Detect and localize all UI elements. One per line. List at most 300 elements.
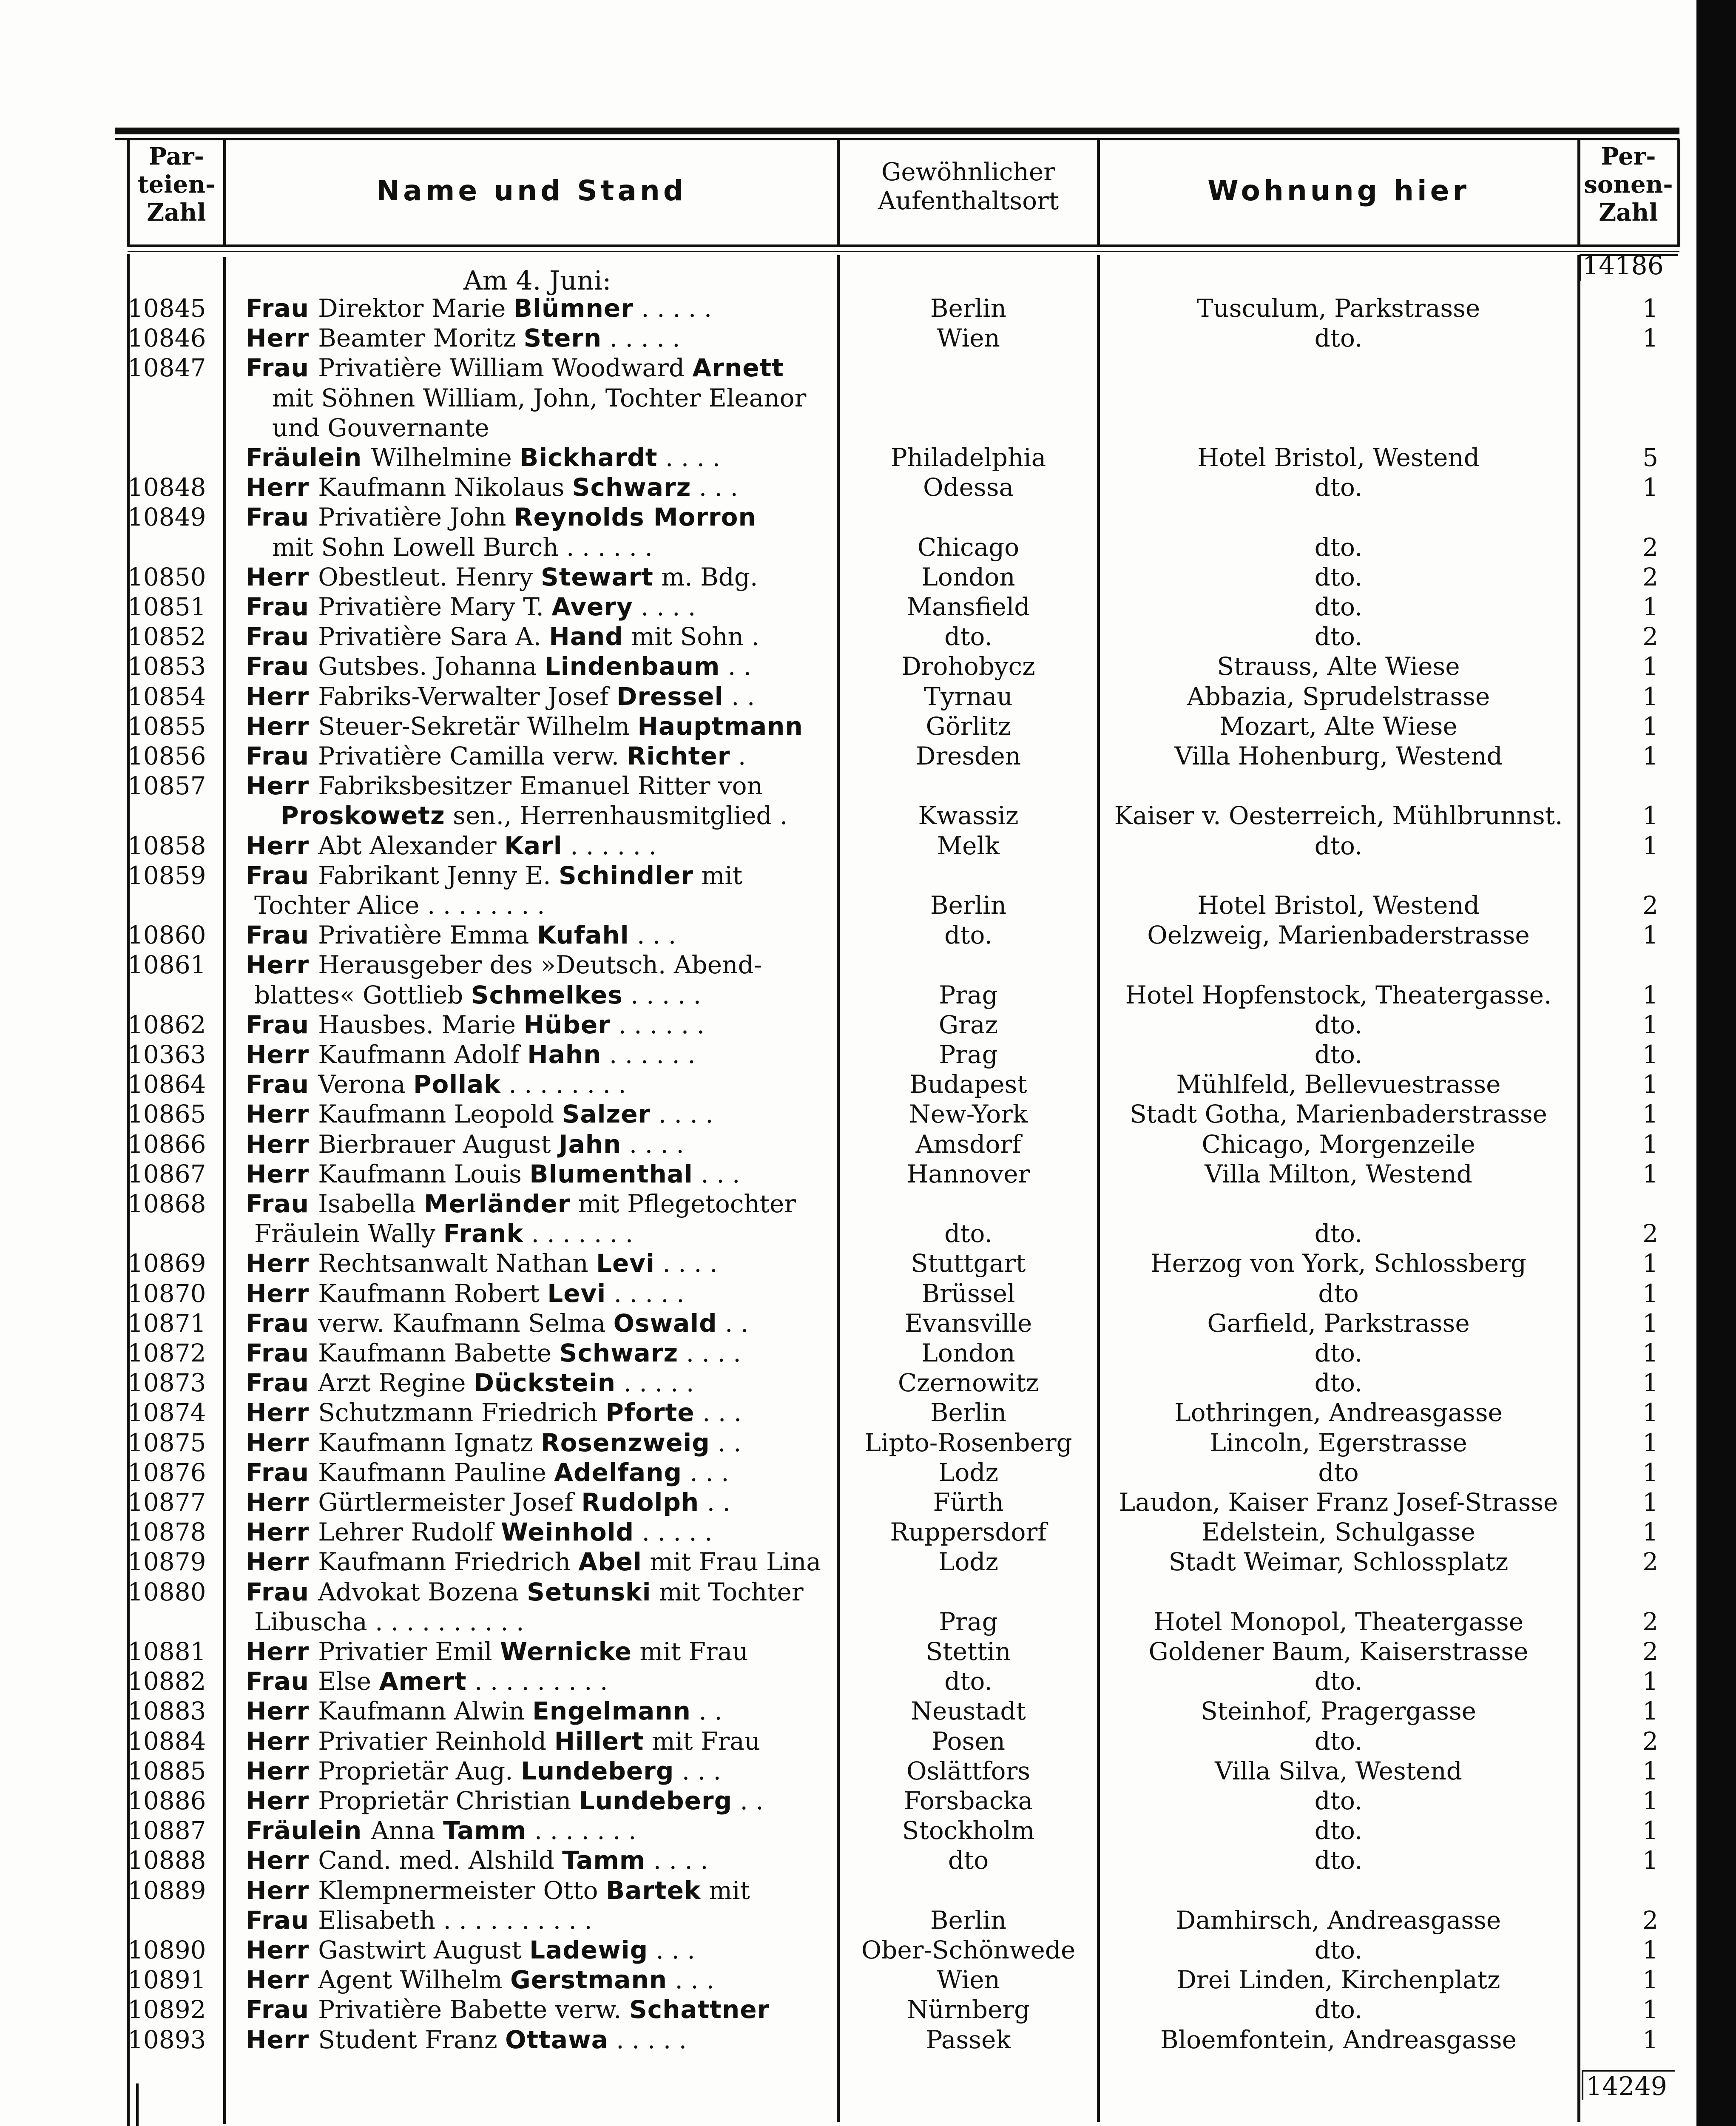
guest-description: Lehrer Rudolf [318, 1518, 501, 1547]
local-lodging: dto. [1314, 1786, 1363, 1815]
person-count: 1 [1642, 1428, 1658, 1457]
header-name-und-stand: Name und Stand [376, 174, 687, 207]
guest-title: Frau [246, 1308, 318, 1338]
local-lodging: Lincoln, Egerstrasse [1210, 1428, 1467, 1457]
guest-description: Hausbes. Marie [318, 1010, 524, 1039]
guest-surname: Gerstmann [510, 1965, 668, 1995]
guest-title: Frau [246, 1667, 318, 1696]
guest-surname: Abel [578, 1547, 642, 1577]
guest-entry [246, 771, 832, 801]
party-number: 10849 [128, 503, 206, 532]
guest-suffix: . . . [691, 473, 738, 502]
guest-suffix: . . . . . [622, 980, 702, 1009]
guest-description: Kaufmann Friedrich [318, 1547, 579, 1577]
guest-entry [246, 861, 832, 890]
guest-title: Herr [246, 1129, 318, 1159]
top-rule-thick [115, 128, 1679, 134]
local-lodging: dto [1318, 1458, 1359, 1487]
guest-description: Kaufmann Alwin [318, 1697, 533, 1726]
guest-description: Proprietär Aug. [318, 1756, 521, 1785]
person-count: 1 [1642, 1010, 1658, 1039]
guest-entry [246, 1816, 832, 1845]
guest-entry [246, 1666, 832, 1696]
person-count: 1 [1642, 1518, 1658, 1547]
guest-surname: Lundeberg [579, 1786, 733, 1815]
guest-suffix: . . . [694, 1398, 742, 1427]
guest-title: Herr [246, 1040, 318, 1069]
guest-surname: Reynolds Morron [514, 503, 756, 532]
guest-surname: Blümner [513, 294, 634, 323]
party-number: 10871 [128, 1308, 206, 1338]
party-number: 10850 [128, 562, 206, 591]
guest-entry [246, 1876, 832, 1905]
guest-suffix: . . . . . . . [526, 1816, 636, 1845]
person-count: 1 [1642, 1368, 1658, 1398]
header-personen-line3: Zahl [1599, 199, 1658, 227]
header-aufenthaltsort [840, 157, 1097, 216]
party-number: 10888 [128, 1846, 206, 1875]
local-lodging: dto. [1314, 1010, 1363, 1039]
header-bottom-rule-2 [128, 251, 1679, 252]
header-bottom-rule [128, 244, 1679, 247]
guest-title: Frau [246, 592, 318, 621]
guest-suffix: . . . . [657, 443, 720, 472]
guest-suffix: . . . . . . [562, 831, 656, 860]
person-count: 1 [1642, 1159, 1658, 1188]
header-personen-line2: sonen- [1584, 171, 1673, 199]
usual-residence: Graz [938, 1010, 998, 1039]
person-count: 1 [1642, 1129, 1658, 1159]
guest-suffix: . . . [648, 1936, 695, 1964]
usual-residence: dto. [944, 921, 992, 950]
person-count: 1 [1642, 1398, 1658, 1427]
guest-title: Herr [246, 1846, 318, 1875]
guest-description: Proprietär Christian [318, 1786, 579, 1815]
person-count: 1 [1642, 2025, 1658, 2054]
guest-entry [254, 1607, 841, 1637]
local-lodging: Hotel Bristol, Westend [1197, 891, 1480, 920]
guest-surname: Stewart [540, 562, 653, 591]
local-lodging: dto. [1314, 592, 1363, 621]
guest-suffix: . . . . [621, 1129, 684, 1159]
local-lodging: dto. [1314, 1219, 1363, 1248]
guest-description: Privatière Mary T. [318, 592, 552, 621]
guest-description: verw. Kaufmann Selma [318, 1308, 614, 1338]
guest-title: Frau [246, 742, 318, 770]
guest-surname: Amert [379, 1667, 467, 1696]
local-lodging: Bloemfontein, Andreasgasse [1160, 2025, 1517, 2054]
guest-title: Herr [246, 1756, 318, 1785]
usual-residence: Prag [939, 1607, 998, 1636]
guest-suffix: . . . [674, 1756, 721, 1785]
local-lodging: Villa Milton, Westend [1205, 1159, 1472, 1188]
header-aufenthaltsort-line1: Gewöhnlicher [881, 157, 1055, 186]
guest-entry [246, 562, 832, 592]
guest-description: Tochter Alice [254, 891, 420, 920]
guest-surname: Levi [596, 1249, 655, 1278]
guest-title: Herr [246, 2025, 318, 2054]
usual-residence: London [921, 562, 1015, 591]
party-number: 10873 [128, 1368, 206, 1398]
guest-entry [246, 1040, 832, 1069]
guest-surname: Tamm [443, 1816, 527, 1845]
usual-residence: Passek [926, 2025, 1011, 2054]
local-lodging: dto. [1314, 1040, 1363, 1069]
guest-suffix: . . . . . [616, 1368, 694, 1398]
guest-entry [246, 353, 832, 383]
guest-description: Abt Alexander [318, 831, 505, 860]
usual-residence: Brüssel [921, 1279, 1015, 1308]
party-number: 10866 [128, 1129, 206, 1159]
guest-surname: Bickhardt [520, 443, 658, 472]
guest-title: Frau [246, 1010, 318, 1039]
guest-suffix: . . . . . . . . [500, 1070, 626, 1099]
local-lodging: dto. [1314, 1368, 1363, 1398]
guest-surname: Schindler [558, 861, 693, 890]
party-number: 10884 [128, 1726, 206, 1756]
local-lodging: Goldener Baum, Kaiserstrasse [1148, 1637, 1529, 1666]
guest-description: Agent Wilhelm [318, 1965, 511, 1995]
party-number: 10845 [128, 294, 206, 323]
guest-suffix: mit Sohn . [623, 622, 759, 651]
guest-title: Herr [246, 1428, 318, 1457]
guest-title: Herr [246, 1249, 318, 1278]
bottom-left-mark [136, 2083, 139, 2126]
party-number: 10858 [128, 831, 206, 860]
guest-entry [246, 1995, 832, 2024]
party-number: 10861 [128, 950, 206, 980]
guest-surname: Jahn [559, 1129, 622, 1159]
usual-residence: Philadelphia [890, 443, 1046, 472]
guest-title: Frau [246, 652, 318, 681]
local-lodging: dto. [1314, 622, 1363, 651]
usual-residence: Neustadt [911, 1697, 1026, 1726]
guest-description: Privatier Reinhold [318, 1726, 554, 1756]
party-number: 10865 [128, 1100, 206, 1129]
guest-description: Anna [371, 1816, 443, 1845]
person-count: 2 [1642, 1547, 1658, 1577]
guest-description: Fabriksbesitzer Emanuel Ritter von [318, 771, 763, 801]
guest-surname: Rudolph [581, 1488, 699, 1517]
person-count: 1 [1642, 1816, 1658, 1845]
guest-suffix: . . . [667, 1965, 714, 1995]
guest-title: Frau [246, 1995, 318, 2024]
usual-residence: New-York [909, 1100, 1028, 1129]
guest-description: Fabriks-Verwalter Josef [318, 682, 617, 711]
guest-entry [246, 1696, 832, 1726]
guest-title: Herr [246, 1965, 318, 1995]
guest-description: Isabella [318, 1189, 424, 1218]
person-count: 1 [1642, 711, 1658, 741]
guest-suffix: . . . . . . [601, 1040, 696, 1069]
local-lodging: Villa Silva, Westend [1215, 1756, 1462, 1785]
guest-suffix: . . . . . [633, 294, 712, 323]
guest-suffix: mit Pflegetochter [570, 1189, 796, 1218]
guest-surname: Frank [443, 1219, 524, 1248]
guest-suffix: . . . . . . . . [419, 891, 545, 920]
guest-title: Frau [246, 861, 318, 890]
party-number: 10851 [128, 592, 206, 621]
party-number: 10847 [128, 353, 206, 383]
usual-residence: Prag [939, 1040, 998, 1069]
person-count: 1 [1642, 1965, 1658, 1995]
local-lodging: dto [1318, 1279, 1359, 1308]
guest-entry [246, 2025, 832, 2055]
guest-surname: Schwarz [572, 473, 691, 502]
guest-description: Kaufmann Leopold [318, 1100, 562, 1129]
header-personen-line1: Per- [1601, 142, 1656, 171]
local-lodging: Stadt Weimar, Schlossplatz [1168, 1547, 1509, 1577]
header-aufenthaltsort-line2: Aufenthaltsort [878, 186, 1059, 216]
guest-entry [246, 1129, 832, 1159]
guest-suffix: . . . [629, 921, 676, 950]
usual-residence: dto [948, 1846, 989, 1875]
party-number: 10892 [128, 1995, 206, 2024]
party-number: 10885 [128, 1756, 206, 1785]
person-count: 1 [1642, 473, 1658, 502]
guest-entry [246, 1517, 832, 1547]
person-count: 1 [1642, 1458, 1658, 1487]
guest-description: Verona [318, 1070, 414, 1099]
guest-description: Kaufmann Louis [318, 1159, 530, 1188]
guest-suffix: . . [723, 682, 755, 711]
guest-title: Herr [246, 1637, 318, 1666]
guest-entry [246, 1756, 832, 1786]
guest-entry [246, 1428, 832, 1458]
guest-suffix: . . . . [645, 1846, 708, 1875]
person-count: 1 [1642, 1846, 1658, 1875]
person-count: 2 [1642, 1607, 1658, 1636]
party-number: 10855 [128, 711, 206, 741]
guest-surname: Tamm [562, 1846, 646, 1875]
header-parteien-line3: Zahl [147, 199, 206, 227]
guest-description: Gürtlermeister Josef [318, 1488, 582, 1517]
guest-entry [246, 711, 832, 741]
guest-entry [246, 831, 832, 861]
person-count: 1 [1642, 1756, 1658, 1785]
person-count: 1 [1642, 980, 1658, 1009]
local-lodging: dto. [1314, 1995, 1363, 2024]
local-lodging: Garfield, Parkstrasse [1207, 1308, 1470, 1338]
party-number: 10887 [128, 1816, 206, 1845]
guest-description: blattes« Gottlieb [254, 980, 471, 1009]
guest-description: Kaufmann Robert [318, 1279, 548, 1308]
guest-surname: Kufahl [537, 921, 629, 950]
column-line-4 [1097, 255, 1100, 2122]
usual-residence: Evansville [904, 1308, 1032, 1338]
party-number: 10852 [128, 622, 206, 651]
person-count: 1 [1642, 592, 1658, 621]
person-count: 1 [1642, 294, 1658, 323]
party-number: 10875 [128, 1428, 206, 1457]
person-count: 2 [1642, 1637, 1658, 1666]
local-lodging: dto. [1314, 831, 1363, 860]
local-lodging: Mühlfeld, Bellevuestrasse [1176, 1070, 1501, 1099]
guest-suffix: . . . [693, 1159, 740, 1188]
local-lodging: dto. [1314, 1726, 1363, 1756]
guest-description: Privatier Emil [318, 1637, 500, 1666]
party-number: 10880 [128, 1577, 206, 1606]
usual-residence: Oslättfors [906, 1756, 1030, 1785]
party-number: 10856 [128, 742, 206, 770]
person-count: 2 [1642, 622, 1658, 651]
guest-suffix: . . . . . . . . . . [435, 1905, 592, 1935]
guest-entry [246, 651, 832, 681]
local-lodging: dto. [1314, 1846, 1363, 1875]
guest-title: Herr [246, 682, 318, 711]
person-count: 1 [1642, 1279, 1658, 1308]
guest-entry [246, 1726, 832, 1756]
usual-residence: Nürnberg [906, 1995, 1030, 2024]
person-count: 1 [1642, 682, 1658, 711]
guest-suffix: sen., Herrenhausmitglied . [445, 801, 788, 830]
party-number: 10857 [128, 771, 206, 801]
usual-residence: Fürth [933, 1488, 1004, 1517]
person-count: 1 [1642, 1070, 1658, 1099]
guest-entry [246, 622, 832, 651]
final-total: 14249 [1586, 2072, 1667, 2101]
guest-title: Herr [246, 950, 318, 980]
guest-title: Herr [246, 1786, 318, 1815]
party-number: 10363 [128, 1040, 206, 1069]
local-lodging: Lothringen, Andreasgasse [1174, 1398, 1503, 1427]
guest-title: Herr [246, 771, 318, 801]
guest-surname: Stern [523, 324, 602, 353]
local-lodging: Hotel Hopfenstock, Theatergasse. [1125, 980, 1552, 1009]
person-count: 2 [1642, 562, 1658, 591]
person-count: 1 [1642, 1040, 1658, 1069]
person-count: 1 [1642, 742, 1658, 770]
guest-suffix: . . . . . [608, 2025, 687, 2054]
guest-suffix: . . . . [654, 1249, 718, 1278]
party-number: 10890 [128, 1936, 206, 1964]
person-count: 1 [1642, 921, 1658, 950]
usual-residence: Wien [937, 1965, 1000, 1995]
guest-entry [246, 682, 832, 711]
local-lodging: Herzog von York, Schlossberg [1151, 1249, 1526, 1278]
usual-residence: Budapest [909, 1070, 1027, 1099]
guest-surname: Karl [504, 831, 563, 860]
guest-description: Fabrikant Jenny E. [318, 861, 559, 890]
guest-entry [246, 1905, 832, 1935]
party-number: 10846 [128, 324, 206, 353]
guest-entry [246, 1189, 832, 1219]
party-number: 10882 [128, 1667, 206, 1696]
guest-description: Direktor Marie [318, 294, 514, 323]
guest-entry [246, 592, 832, 622]
guest-title: Herr [246, 1159, 318, 1188]
guest-entry [246, 323, 832, 353]
guest-suffix: . . . . [633, 592, 696, 621]
usual-residence: Lodz [938, 1458, 999, 1487]
usual-residence: Tyrnau [924, 682, 1013, 711]
guest-entry [246, 443, 832, 472]
column-line-2 [223, 257, 226, 2124]
guest-entry-continuation: mit Söhnen William, John, Tochter Eleanor [272, 383, 807, 412]
guest-suffix: . . [710, 1428, 742, 1457]
person-count: 1 [1642, 831, 1658, 860]
person-count: 1 [1642, 801, 1658, 830]
usual-residence: Dresden [915, 742, 1021, 770]
party-number: 10867 [128, 1159, 206, 1188]
local-lodging: Chicago, Morgenzeile [1202, 1129, 1475, 1159]
guest-suffix: mit Frau [631, 1637, 748, 1666]
local-lodging: Strauss, Alte Wiese [1217, 652, 1460, 681]
guest-entry [246, 1279, 832, 1308]
guest-description: Privatière Sara A. [318, 622, 549, 651]
header-wohnung-hier: Wohnung hier [1208, 174, 1470, 207]
usual-residence: dto. [944, 622, 992, 651]
usual-residence: Hannover [906, 1159, 1030, 1188]
guest-description: Kaufmann Pauline [318, 1458, 554, 1487]
guest-title: Fräulein [246, 443, 371, 472]
guest-surname: Ottawa [505, 2025, 608, 2054]
guest-surname: Pollak [413, 1070, 501, 1099]
guest-entry [246, 1458, 832, 1487]
guest-title: Herr [246, 1279, 318, 1308]
guest-description: Privatière Emma [318, 921, 537, 950]
usual-residence: Prag [939, 980, 998, 1009]
party-number: 10860 [128, 921, 206, 950]
guest-surname: Adelfang [554, 1458, 682, 1487]
party-number: 10848 [128, 473, 206, 502]
guest-surname: Richter [627, 742, 730, 770]
guest-suffix: . [730, 742, 746, 770]
guest-entry [254, 890, 841, 920]
guest-suffix: . . . . . . [558, 532, 653, 562]
guest-description: Gutsbes. Johanna [318, 652, 545, 681]
guest-title: Frau [246, 1905, 318, 1935]
column-line-5 [1577, 255, 1580, 2122]
local-lodging: Hotel Bristol, Westend [1197, 443, 1480, 472]
party-number: 10869 [128, 1249, 206, 1278]
guest-entry [246, 1637, 832, 1666]
guest-description: mit Sohn Lowell Burch [272, 532, 559, 562]
date-heading: Am 4. Juni: [463, 265, 611, 296]
usual-residence: London [921, 1339, 1015, 1367]
guest-entry [246, 1308, 832, 1338]
guest-suffix: mit Frau Lina [642, 1547, 821, 1577]
header-parteien-zahl [130, 142, 223, 227]
guest-title: Frau [246, 1339, 318, 1367]
guest-entry [254, 980, 841, 1010]
guest-title: Frau [246, 1458, 318, 1487]
guest-title: Frau [246, 622, 318, 651]
guest-title: Frau [246, 1577, 318, 1606]
guest-surname: Hand [549, 622, 623, 651]
guest-suffix: . . [699, 1488, 730, 1517]
party-number: 10870 [128, 1279, 206, 1308]
party-number: 10879 [128, 1547, 206, 1577]
guest-title: Frau [246, 294, 318, 323]
guest-surname: Lindenbaum [544, 652, 720, 681]
usual-residence: Ober-Schönwede [861, 1936, 1076, 1964]
guest-entry [246, 1010, 832, 1040]
local-lodging: Laudon, Kaiser Franz Josef-Strasse [1119, 1488, 1558, 1517]
guest-entry [246, 1845, 832, 1875]
guest-entry [246, 1398, 832, 1427]
usual-residence: dto. [944, 1219, 992, 1248]
usual-residence: Berlin [930, 294, 1007, 323]
guest-entry [246, 1935, 832, 1965]
guest-title: Herr [246, 324, 318, 353]
guest-description: Schutzmann Friedrich [318, 1398, 606, 1427]
party-number: 10881 [128, 1637, 206, 1666]
guest-description: Privatière Babette verw. [318, 1995, 629, 2024]
guest-description: Kaufmann Nikolaus [318, 473, 572, 502]
person-count: 1 [1642, 1786, 1658, 1815]
person-count: 1 [1642, 1339, 1658, 1367]
